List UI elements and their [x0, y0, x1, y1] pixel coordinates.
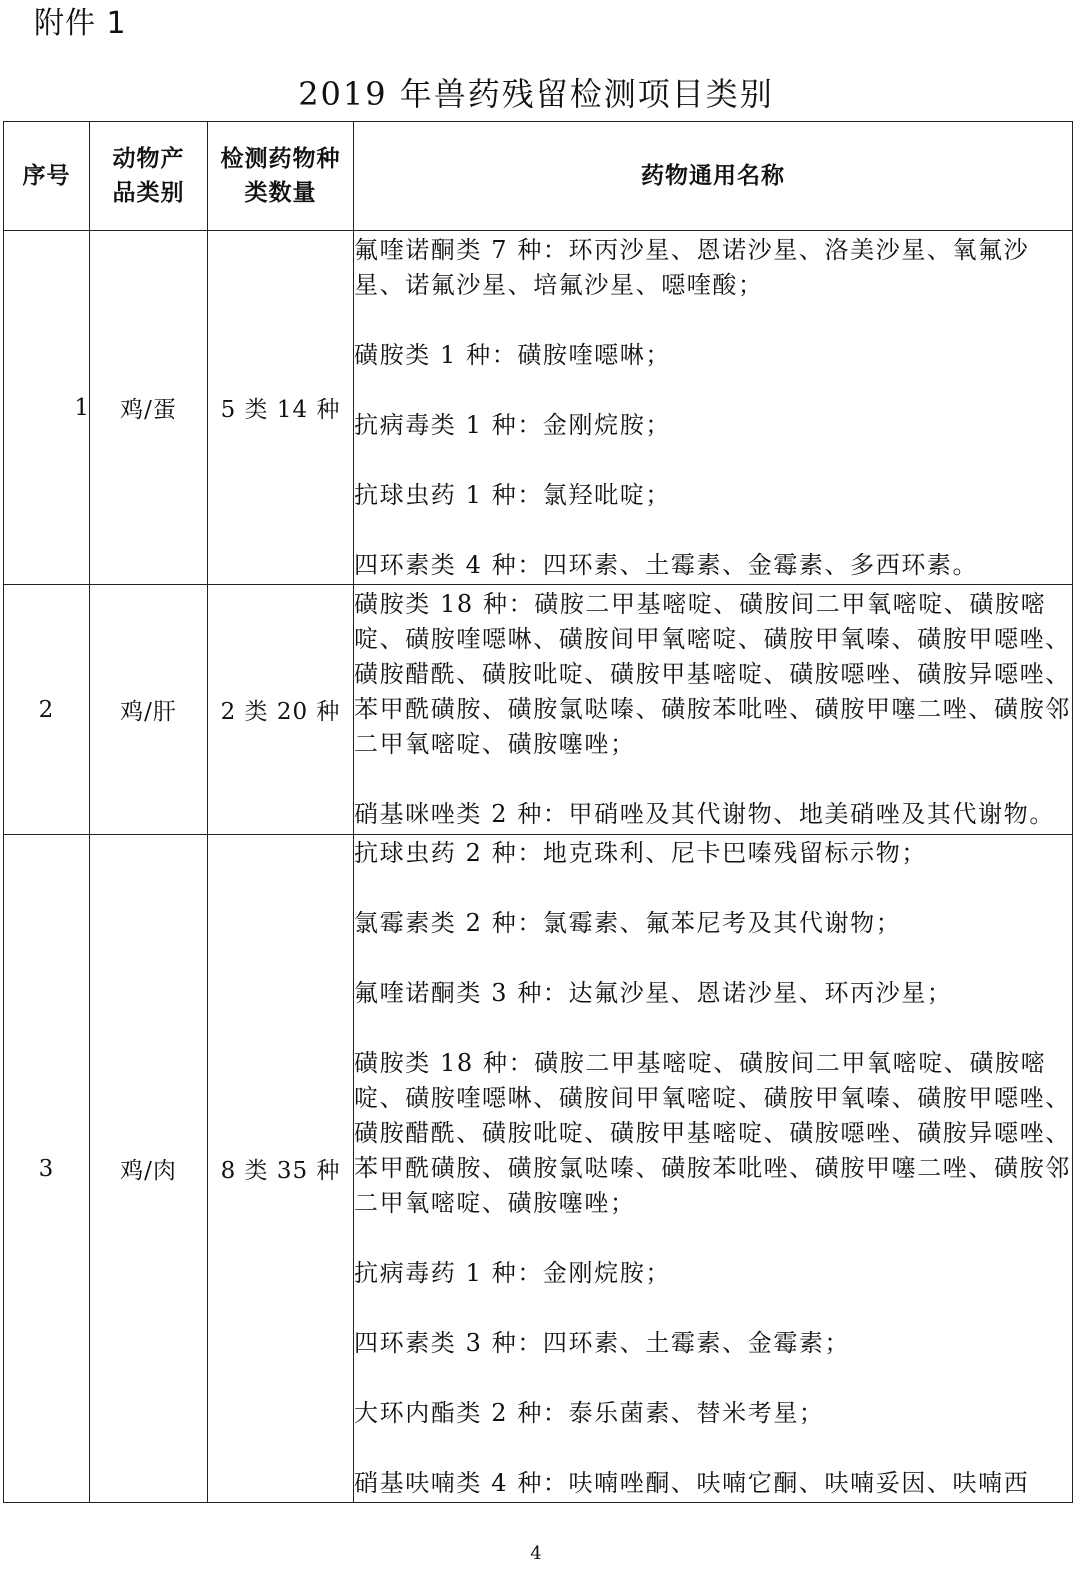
document-title: 2019 年兽药残留检测项目类别: [298, 75, 774, 113]
row-drug-names: [354, 835, 1073, 1503]
drug-class-entry: 四环素类 4 种：四环素、土霉素、金霉素、多西环素。: [354, 550, 979, 579]
drug-class-entry: 抗球虫药 2 种：地克珠利、尼卡巴嗪残留标示物；: [354, 839, 927, 867]
table-row: [4, 835, 1073, 1503]
drug-class-entry: 硝基咪唑类 2 种：甲硝唑及其代谢物、地美硝唑及其代谢物。: [354, 800, 1055, 828]
drug-class-entry: 抗病毒类 1 种：金刚烷胺；: [354, 410, 671, 439]
drug-class-entry: 四环素类 3 种：四环素、土霉素、金霉素；: [354, 1329, 851, 1357]
row-index: 2: [4, 585, 90, 835]
row-index: 3: [4, 835, 90, 1503]
row-product: 鸡/蛋: [90, 231, 208, 585]
drug-class-entry: 大环内酯类 2 种：泰乐菌素、替米考星；: [354, 1399, 825, 1427]
header-product: 动物产品类别: [90, 122, 208, 231]
table-row: [4, 585, 1073, 835]
attachment-label: 附件 1: [34, 6, 127, 41]
drug-class-entry: 磺胺类 18 种：磺胺二甲基嘧啶、磺胺间二甲氧嘧啶、磺胺嘧啶、磺胺喹噁啉、磺胺间甲氧嘧啶、磺胺甲氧嗪、磺胺甲噁唑、磺胺醋酰、磺胺吡啶、磺胺甲基嘧啶、磺胺噁唑、磺胺异噁唑、苯甲酰磺胺、磺胺氯哒嗪、磺胺苯吡唑、磺胺甲噻二唑、磺胺邻二甲氧嘧啶、磺胺噻唑；: [354, 590, 1071, 758]
drug-class-entry: 磺胺类 1 种：磺胺喹噁啉；: [354, 340, 671, 369]
row-drug-names: [354, 585, 1073, 835]
table-row: [4, 231, 1073, 585]
row-count: 2 类 20 种: [208, 585, 354, 835]
drug-class-entry: 磺胺类 18 种：磺胺二甲基嘧啶、磺胺间二甲氧嘧啶、磺胺嘧啶、磺胺喹噁啉、磺胺间甲氧嘧啶、磺胺甲氧嗪、磺胺甲噁唑、磺胺醋酰、磺胺吡啶、磺胺甲基嘧啶、磺胺噁唑、磺胺异噁唑、苯甲酰磺胺、磺胺氯哒嗪、磺胺苯吡唑、磺胺甲噻二唑、磺胺邻二甲氧嘧啶、磺胺噻唑；: [354, 1049, 1071, 1217]
header-names: 药物通用名称: [354, 122, 1073, 231]
row-count: 5 类 14 种: [208, 231, 354, 585]
drug-class-entry: 抗球虫药 1 种：氯羟吡啶；: [354, 480, 671, 509]
drug-class-entry: 硝基呋喃类 4 种：呋喃唑酮、呋喃它酮、呋喃妥因、呋喃西: [354, 1469, 1030, 1497]
header-count: 检测药物种类数量: [208, 122, 354, 231]
drug-class-entry: 氟喹诺酮类 3 种：达氟沙星、恩诺沙星、环丙沙星；: [354, 979, 953, 1007]
drug-class-entry: 氟喹诺酮类 7 种：环丙沙星、恩诺沙星、洛美沙星、氧氟沙星、诺氟沙星、培氟沙星、噁喹酸；: [354, 235, 1030, 299]
table-header-row: [4, 122, 1073, 231]
residue-table: [3, 121, 1073, 1503]
row-product: 鸡/肉: [90, 835, 208, 1503]
row-product: 鸡/肝: [90, 585, 208, 835]
row-drug-names: [354, 231, 1073, 585]
page-number: 4: [530, 1543, 542, 1564]
drug-class-entry: 抗病毒药 1 种：金刚烷胺；: [354, 1259, 671, 1287]
header-index: 序号: [4, 122, 90, 231]
drug-class-entry: 氯霉素类 2 种：氯霉素、氟苯尼考及其代谢物；: [354, 909, 902, 937]
row-index: 1: [4, 231, 90, 585]
row-count: 8 类 35 种: [208, 835, 354, 1503]
